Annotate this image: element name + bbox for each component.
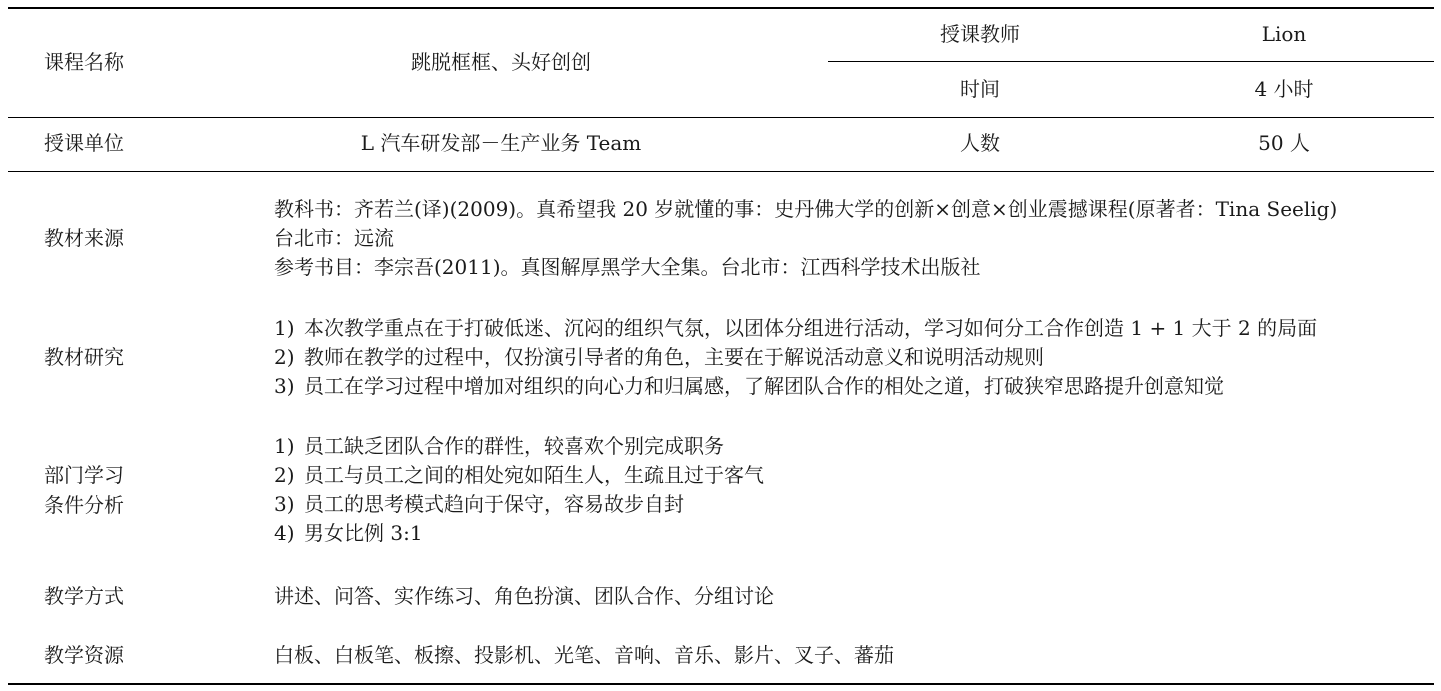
list-item-number: 3) [274,492,295,516]
list-item-text: 员工的思考模式趋向于保守，容易故步自封 [304,492,684,516]
teaching-method-label: 教学方式 [44,584,124,608]
list-item [274,343,1317,372]
teacher-label: 授课教师 [940,22,1020,46]
list-item-text: 本次教学重点在于打破低迷、沉闷的组织气氛，以团体分组进行活动，学习如何分工合作创造 1 + 1 大于 2 的局面 [304,316,1318,340]
materials-source-label: 教材来源 [44,226,124,250]
list-item-number: 4) [274,521,295,545]
time-label: 时间 [960,77,1000,101]
list-item-text: 员工缺乏团队合作的群性，较喜欢个别完成职务 [304,434,724,458]
list-item [274,314,1317,343]
list-item-text: 男女比例 3:1 [304,521,423,545]
dept-analysis-label [44,460,124,520]
count-label: 人数 [960,131,1000,155]
list-item-text: 员工在学习过程中增加对组织的向心力和归属感，了解团队合作的相处之道，打破狭窄思路提升创意知觉 [304,374,1224,398]
bottom-rule [8,683,1434,685]
header-sub-rule [828,61,1434,62]
count-value: 50 人 [1258,131,1310,155]
teacher-value: Lion [1261,22,1307,46]
materials-source-line: 台北市：远流 [274,226,394,250]
list-item [274,372,1317,401]
materials-source-line: 参考书目：李宗吾(2011)。真图解厚黑学大全集。台北市：江西科学技术出版社 [274,255,981,279]
list-item [274,432,764,461]
materials-research-list [274,314,1317,401]
course-name-label: 课程名称 [44,50,124,74]
unit-bottom-rule [8,171,1434,172]
list-item-number: 1) [274,434,295,458]
materials-source-line: 教科书：齐若兰(译)(2009)。真希望我 20 岁就懂的事：史丹佛大学的创新×创意×创业震撼课程(原著者：Tina Seelig) [274,197,1338,221]
list-item-number: 1) [274,316,295,340]
dept-analysis-label-line: 条件分析 [44,493,124,517]
list-item-number: 3) [274,374,295,398]
teaching-resources-value: 白板、白板笔、板擦、投影机、光笔、音响、音乐、影片、叉子、蕃茄 [274,643,894,667]
dept-analysis-list [274,432,764,548]
list-item-text: 教师在教学的过程中，仅扮演引导者的角色，主要在于解说活动意义和说明活动规则 [304,345,1044,369]
header-bottom-rule [8,117,1434,118]
list-item-text: 员工与员工之间的相处宛如陌生人，生疏且过于客气 [304,463,764,487]
course-name-value: 跳脱框框、头好创创 [411,50,591,74]
teaching-method-value: 讲述、问答、实作练习、角色扮演、团队合作、分组讨论 [274,584,774,608]
dept-analysis-label-line: 部门学习 [44,463,124,487]
list-item [274,461,764,490]
list-item-number: 2) [274,345,295,369]
materials-source-content [274,195,1337,282]
list-item [274,490,764,519]
time-value: 4 小时 [1254,77,1314,101]
materials-research-label: 教材研究 [44,345,124,369]
top-rule [8,7,1434,9]
list-item [274,519,764,548]
unit-label: 授课单位 [44,131,124,155]
teaching-resources-label: 教学资源 [44,643,124,667]
unit-value: L 汽车研发部－生产业务 Team [360,131,642,155]
list-item-number: 2) [274,463,295,487]
